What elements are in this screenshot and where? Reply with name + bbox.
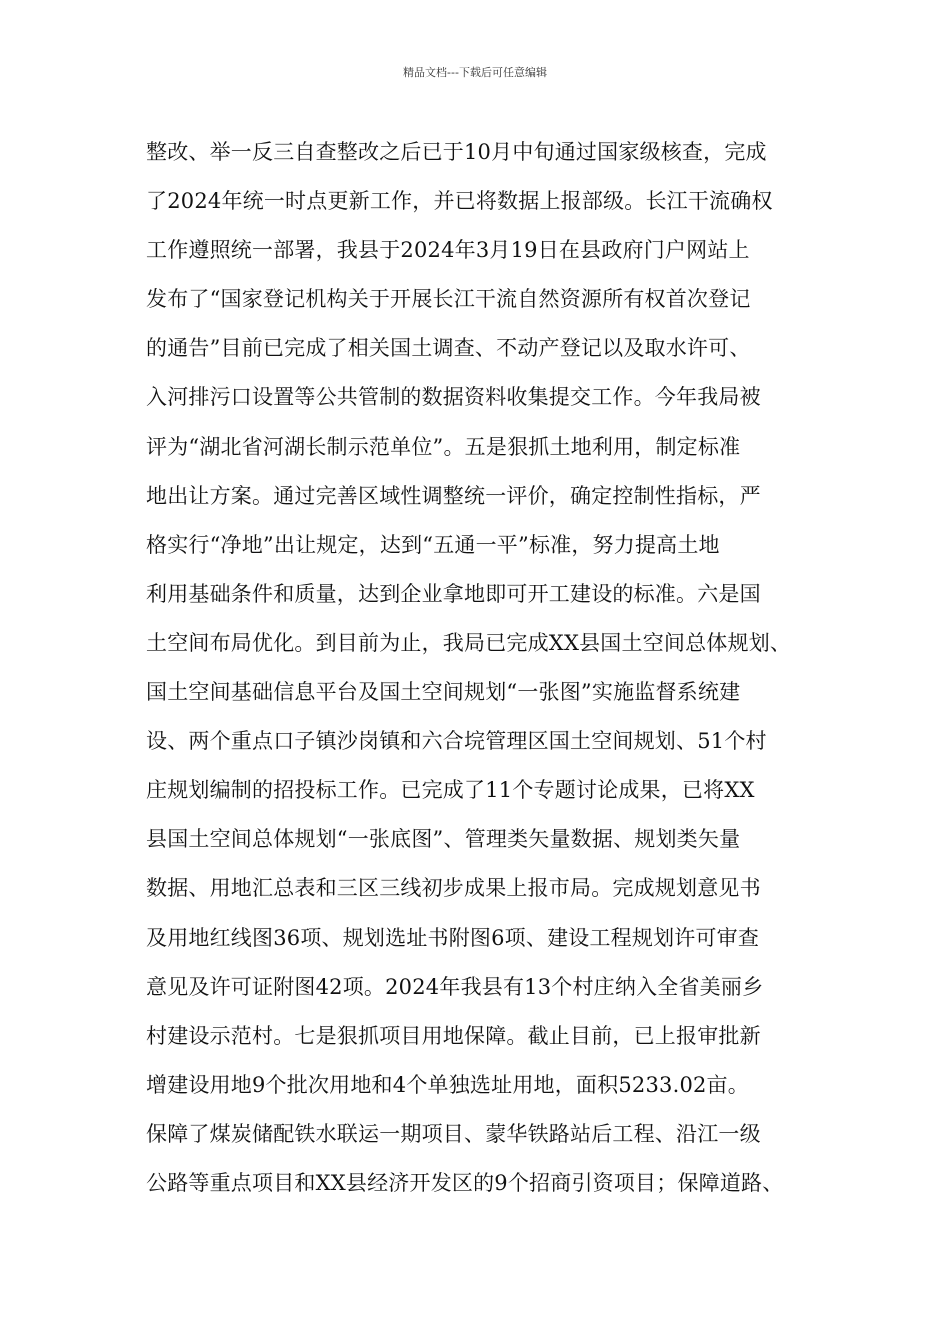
text-line: 县国土空间总体规划“一张底图”、管理类矢量数据、规划类矢量 [146,827,741,852]
text-line: 国土空间基础信息平台及国土空间规划“一张图”实施监督系统建 [146,680,741,705]
text-line: 地出让方案。通过完善区域性调整统一评价，确定控制性指标，严 [146,483,761,508]
text-line: 评为“湖北省河湖长制示范单位”。五是狠抓土地利用，制定标准 [146,434,741,459]
text-line: 土空间布局优化。到目前为止，我局已完成XX县国土空间总体规划、 [146,630,792,655]
text-line: 公路等重点项目和XX县经济开发区的9个招商引资项目；保障道路、 [146,1170,784,1195]
text-line: 整改、举一反三自查整改之后已于10月中旬通过国家级核查，完成 [146,140,767,164]
text-line: 工作遵照统一部署，我县于2024年3月19日在县政府门户网站上 [146,238,750,263]
page-header: 精品文档---下载后可任意编辑 [403,66,547,79]
text-line: 保障了煤炭储配铁水联运一期项目、蒙华铁路站后工程、沿江一级 [146,1121,761,1146]
text-line: 庄规划编制的招投标工作。已完成了11个专题讨论成果，已将XX [146,778,755,803]
text-line: 数据、用地汇总表和三区三线初步成果上报市局。完成规划意见书 [146,876,761,901]
text-line: 发布了“国家登记机构关于开展长江干流自然资源所有权首次登记 [146,287,751,312]
document-body [146,128,836,1208]
text-line: 入河排污口设置等公共管制的数据资料收集提交工作。今年我局被 [146,385,761,410]
text-line: 格实行“净地”出让规定，达到“五通一平”标准，努力提高土地 [146,532,720,557]
text-line: 增建设用地9个批次用地和4个单独选址用地，面积5233.02亩。 [146,1072,749,1097]
text-line: 村建设示范村。七是狠抓项目用地保障。截止目前，已上报审批新 [146,1023,761,1048]
text-line: 意见及许可证附图42项。2024年我县有13个村庄纳入全省美丽乡 [146,974,764,999]
text-line: 利用基础条件和质量，达到企业拿地即可开工建设的标准。六是国 [146,581,761,606]
text-line: 设、两个重点口子镇沙岗镇和六合垸管理区国土空间规划、51个村 [146,729,767,754]
text-line: 了2024年统一时点更新工作，并已将数据上报部级。长江干流确权 [146,189,773,214]
text-line: 的通告”目前已完成了相关国土调查、不动产登记以及取水许可、 [146,336,751,361]
text-line: 及用地红线图36项、规划选址书附图6项、建设工程规划许可审查 [146,925,760,950]
